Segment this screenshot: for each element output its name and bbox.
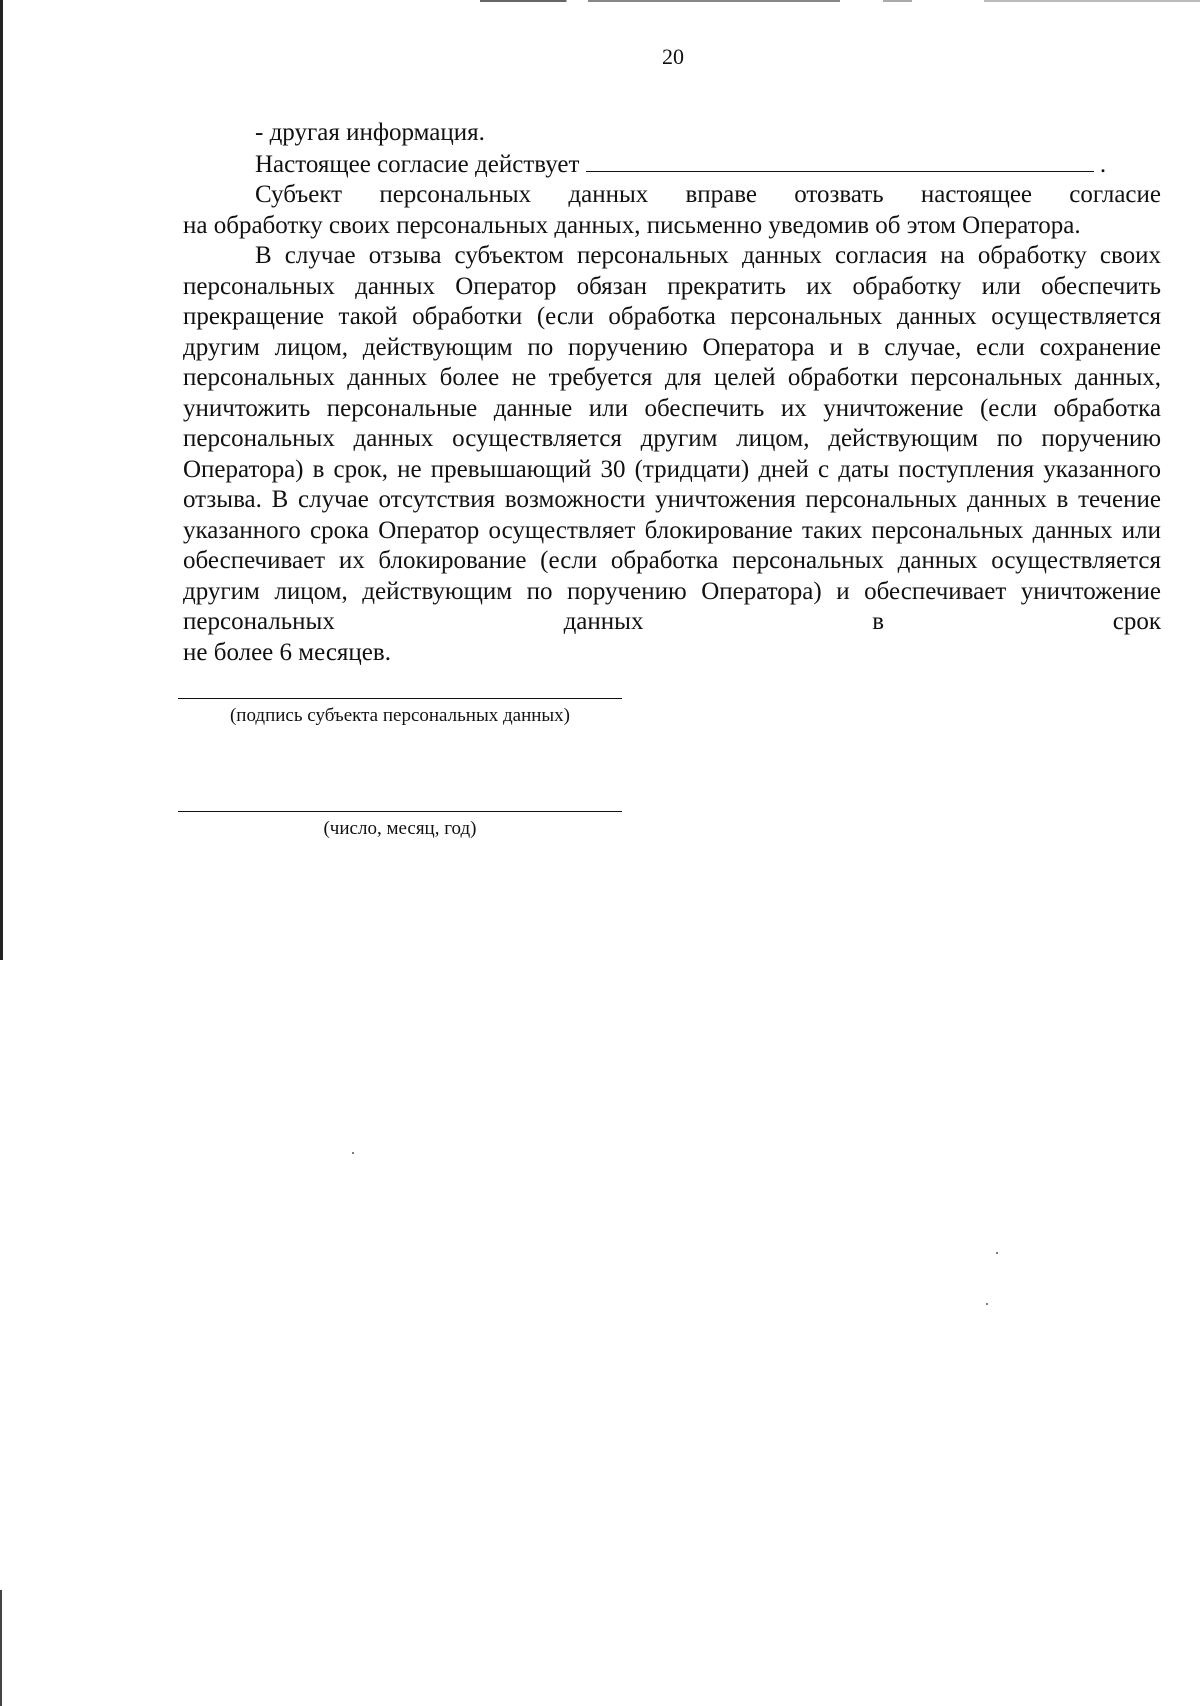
paragraph-withdrawal: В случае отзыва субъектом персональных данных согласия на обработку своих персональных данных Оператор обязан прекратить их обработку или обеспечить прекращение такой обработки (если обработка персональных данных осуществляется другим лицом, действующим по поручению Оператора и в случае, если сохранение персональных данных более не требуется для целей обработки персональных данных, уничтожить персональные данные или обеспечить их уничтожение (если обработка персональных данных осуществляется другим лицом, действующим по поручению Оператора) в срок, не превышающий 30 (тридцати) дней с даты поступления указанного отзыва. В случае отсутствия возможности уничтожения персональных данных в течение указанного срока Оператор осуществляет блокирование таких персональных данных или обеспечивает их блокирование (если обработка персональных данных осуществляется другим лицом, действующим по поручению Оператора) и обеспечивает уничтожение персональных данных в срок bbox=[183, 242, 1161, 635]
scan-speck bbox=[986, 1303, 988, 1305]
signature-caption: (подпись субъекта персональных данных) bbox=[229, 705, 571, 726]
page-number: 20 bbox=[662, 44, 684, 69]
scan-top-line-artifact bbox=[480, 0, 1200, 2]
paragraph-consent-validity bbox=[183, 149, 1161, 181]
consent-validity-period-mark: . bbox=[1099, 150, 1107, 178]
signature-line bbox=[178, 698, 622, 699]
paragraph-revoke-line-1: Субъект персональных данных вправе отозвать настоящее согласие bbox=[255, 181, 1161, 208]
scan-speck bbox=[352, 1152, 354, 1154]
paragraph-revoke-line-2: на обработку своих персональных данных, письменно уведомив об этом Оператора. bbox=[183, 211, 1081, 239]
scan-edge-artifact-bottom bbox=[0, 1590, 2, 1706]
date-caption: (число, месяц, год) bbox=[323, 818, 477, 839]
document-body bbox=[183, 118, 1161, 668]
scan-edge-artifact bbox=[0, 0, 3, 960]
scan-speck bbox=[996, 1252, 998, 1254]
signature-date-block bbox=[178, 811, 622, 840]
signature-subject-block bbox=[178, 698, 622, 727]
paragraph-other-info: - другая информация. bbox=[255, 119, 485, 146]
consent-period-blank bbox=[586, 149, 1094, 172]
date-line bbox=[178, 811, 622, 812]
paragraph-withdrawal-end: не более 6 месяцев. bbox=[183, 638, 391, 666]
consent-validity-label: Настоящее согласие действует bbox=[255, 150, 580, 178]
